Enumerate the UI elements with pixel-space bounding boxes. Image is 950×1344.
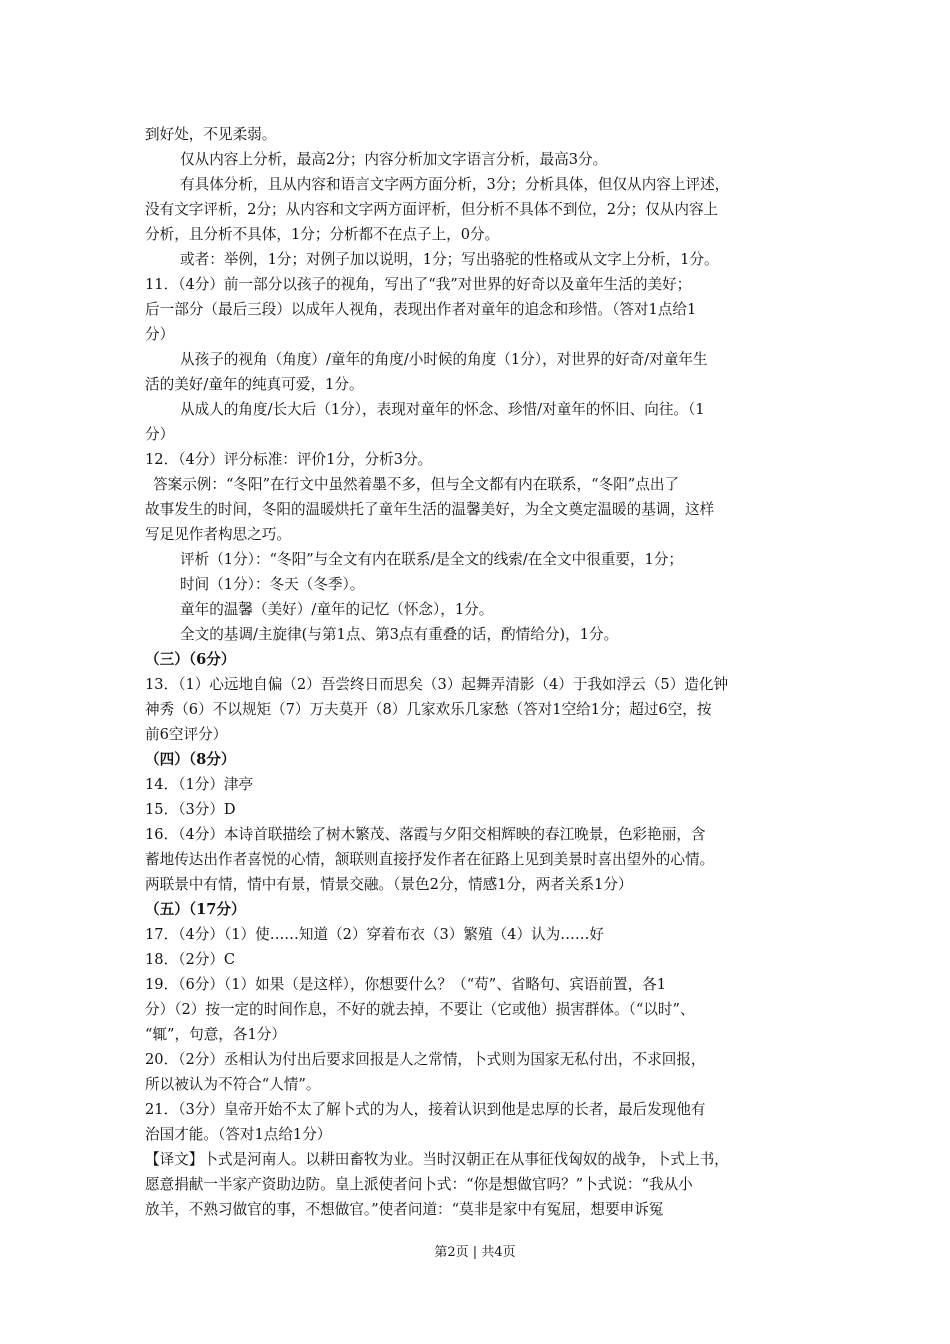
text-line: 分）（2）按一定的时间作息，不好的就去掉，不要让（它或他）损害群体。（“以时”、 (145, 1001, 695, 1018)
text-line: 或者：举例，1分；对例子加以说明，1分；写出骆驼的性格或从文字上分析，1分。 (180, 251, 719, 268)
text-line: 全文的基调/主旋律(与第1点、第3点有重叠的话，酌情给分)，1分。 (180, 626, 619, 643)
text-line: 治国才能。（答对1点给1分） (145, 1126, 332, 1143)
text-line: 分） (145, 426, 175, 443)
text-line: 13．（1）心远地自偏（2）吾尝终日而思矣（3）起舞弄清影（4）于我如浮云（5）造化钟 (145, 676, 729, 693)
text-line: 神秀（6）不以规矩（7）万夫莫开（8）几家欢乐几家愁（答对1空给1分；超过6空，按 (145, 701, 712, 718)
text-line: 分） (145, 326, 175, 343)
text-line: 21．（3分）皇帝开始不太了解卜式的为人，接着认识到他是忠厚的长者，最后发现他有 (145, 1101, 706, 1118)
text-line: 蓄地传达出作者喜悦的心情，颔联则直接抒发作者在征路上见到美景时喜出望外的心情。 (145, 851, 715, 868)
text-line: 放羊，不熟习做官的事，不想做官。”使者问道：“莫非是家中有冤屈，想要申诉冤 (145, 1201, 664, 1218)
text-line: 后一部分（最后三段）以成年人视角，表现出作者对童年的追念和珍惜。（答对1点给1 (145, 301, 697, 318)
section-heading: （四）（8分） (145, 751, 236, 768)
text-line: 愿意捐献一半家产资助边防。皇上派使者问卜式：“你是想做官吗？”卜式说：“我从小 (145, 1176, 693, 1193)
text-line: 从孩子的视角（角度）/童年的角度/小时候的角度（1分），对世界的好奇/对童年生 (180, 351, 708, 368)
text-line: 活的美好/童年的纯真可爱，1分。 (145, 376, 364, 393)
text-line: 14．（1分）津亭 (145, 776, 254, 793)
section-heading: （五）（17分） (145, 901, 246, 918)
page-footer: 第2页 | 共4页 (434, 1245, 516, 1260)
text-line: 到好处，不见柔弱。 (145, 126, 277, 143)
text-line: 分析，且分析不具体，1分；分析都不在点子上，0分。 (145, 226, 500, 243)
text-line: 15．（3分）D (145, 801, 236, 818)
text-line: 有具体分析，且从内容和语言文字两方面分析，3分；分析具体，但仅从内容上评述， (180, 176, 730, 193)
text-line: 从成人的角度/长大后（1分），表现对童年的怀念、珍惜/对童年的怀旧、向往。（1 (180, 401, 705, 418)
text-line: 写足见作者构思之巧。 (145, 526, 291, 543)
text-line: 20．（2分）丞相认为付出后要求回报是人之常情，卜式则为国家无私付出，不求回报， (145, 1051, 706, 1068)
text-line: 两联景中有情，情中有景，情景交融。（景色2分，情感1分，两者关系1分） (145, 876, 633, 893)
text-line: 时间（1分）：冬天（冬季）。 (180, 576, 365, 593)
section-heading: （三）（6分） (145, 651, 236, 668)
text-line: 答案示例：“冬阳”在行文中虽然着墨不多，但与全文都有内在联系，“冬阳”点出了 (153, 476, 680, 493)
text-line: 童年的温馨（美好）/童年的记忆（怀念），1分。 (180, 601, 494, 618)
text-line: 所以被认为不符合“人情”。 (145, 1076, 321, 1093)
text-line: 12．（4分）评分标准：评价1分，分析3分。 (145, 451, 433, 468)
text-line: “辄”，句意，各1分） (145, 1026, 286, 1043)
text-line: 11．（4分）前一部分以孩子的视角，写出了“我”对世界的好奇以及童年生活的美好； (145, 276, 692, 293)
text-line: 前6空评分） (145, 726, 228, 743)
document-body (145, 122, 815, 1222)
text-line: 故事发生的时间，冬阳的温暖烘托了童年生活的温馨美好，为全文奠定温暖的基调，这样 (145, 501, 715, 518)
text-line: 19．（6分）（1）如果（是这样），你想要什么？（“苟”、省略句、宾语前置，各1 (145, 976, 667, 993)
text-line: 评析（1分）：“冬阳”与全文有内在联系/是全文的线索/在全文中很重要，1分； (180, 551, 684, 568)
text-line: 【译文】卜式是河南人。以耕田畜牧为业。当时汉朝正在从事征伐匈奴的战争，卜式上书， (145, 1151, 729, 1168)
text-line: 18．（2分）C (145, 951, 236, 968)
text-line: 17．（4分）（1）使……知道（2）穿着布衣（3）繁殖（4）认为……好 (145, 926, 605, 943)
text-line: 没有文字评析，2分；从内容和文字两方面评析，但分析不具体不到位，2分；仅从内容上 (145, 201, 719, 218)
text-line: 16．（4分）本诗首联描绘了树木繁茂、落霞与夕阳交相辉映的春江晚景，色彩艳丽，含 (145, 826, 706, 843)
text-line: 仅从内容上分析，最高2分；内容分析加文字语言分析，最高3分。 (180, 151, 608, 168)
